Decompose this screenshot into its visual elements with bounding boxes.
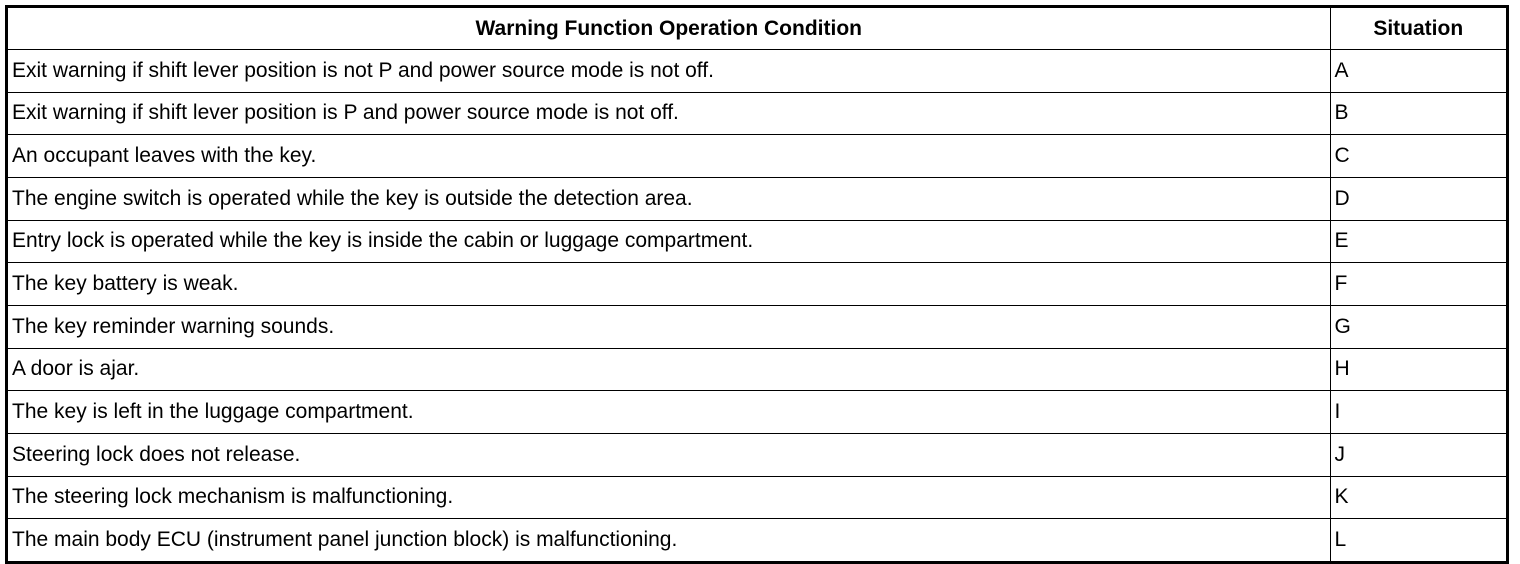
- condition-cell: The key reminder warning sounds.: [8, 305, 1330, 348]
- table-row: [8, 391, 1506, 434]
- condition-cell: Exit warning if shift lever position is P and power source mode is not off.: [8, 92, 1330, 135]
- condition-cell: The engine switch is operated while the key is outside the detection area.: [8, 177, 1330, 220]
- condition-cell: Steering lock does not release.: [8, 433, 1330, 476]
- table-row: [8, 177, 1506, 220]
- table-row: [8, 92, 1506, 135]
- situation-cell: I: [1330, 391, 1506, 434]
- condition-cell: Entry lock is operated while the key is inside the cabin or luggage compartment.: [8, 220, 1330, 263]
- situation-cell: E: [1330, 220, 1506, 263]
- header-condition: Warning Function Operation Condition: [8, 8, 1330, 50]
- condition-cell: The main body ECU (instrument panel junction block) is malfunctioning.: [8, 519, 1330, 561]
- condition-cell: A door is ajar.: [8, 348, 1330, 391]
- situation-cell: A: [1330, 50, 1506, 93]
- condition-cell: An occupant leaves with the key.: [8, 135, 1330, 178]
- table-row: [8, 220, 1506, 263]
- situation-cell: H: [1330, 348, 1506, 391]
- condition-cell: The key is left in the luggage compartment.: [8, 391, 1330, 434]
- situation-cell: F: [1330, 263, 1506, 306]
- situation-cell: C: [1330, 135, 1506, 178]
- warning-conditions-table-frame: [5, 5, 1509, 564]
- condition-cell: The key battery is weak.: [8, 263, 1330, 306]
- table-row: [8, 263, 1506, 306]
- table-row: [8, 135, 1506, 178]
- table-row: [8, 348, 1506, 391]
- table-row: [8, 476, 1506, 519]
- table-row: [8, 519, 1506, 561]
- table-row: [8, 50, 1506, 93]
- situation-cell: K: [1330, 476, 1506, 519]
- situation-cell: L: [1330, 519, 1506, 561]
- table-header-row: [8, 8, 1506, 50]
- header-situation: Situation: [1330, 8, 1506, 50]
- table-row: [8, 305, 1506, 348]
- situation-cell: B: [1330, 92, 1506, 135]
- warning-conditions-table: [8, 8, 1506, 561]
- condition-cell: Exit warning if shift lever position is not P and power source mode is not off.: [8, 50, 1330, 93]
- situation-cell: G: [1330, 305, 1506, 348]
- condition-cell: The steering lock mechanism is malfunctioning.: [8, 476, 1330, 519]
- situation-cell: J: [1330, 433, 1506, 476]
- table-row: [8, 433, 1506, 476]
- situation-cell: D: [1330, 177, 1506, 220]
